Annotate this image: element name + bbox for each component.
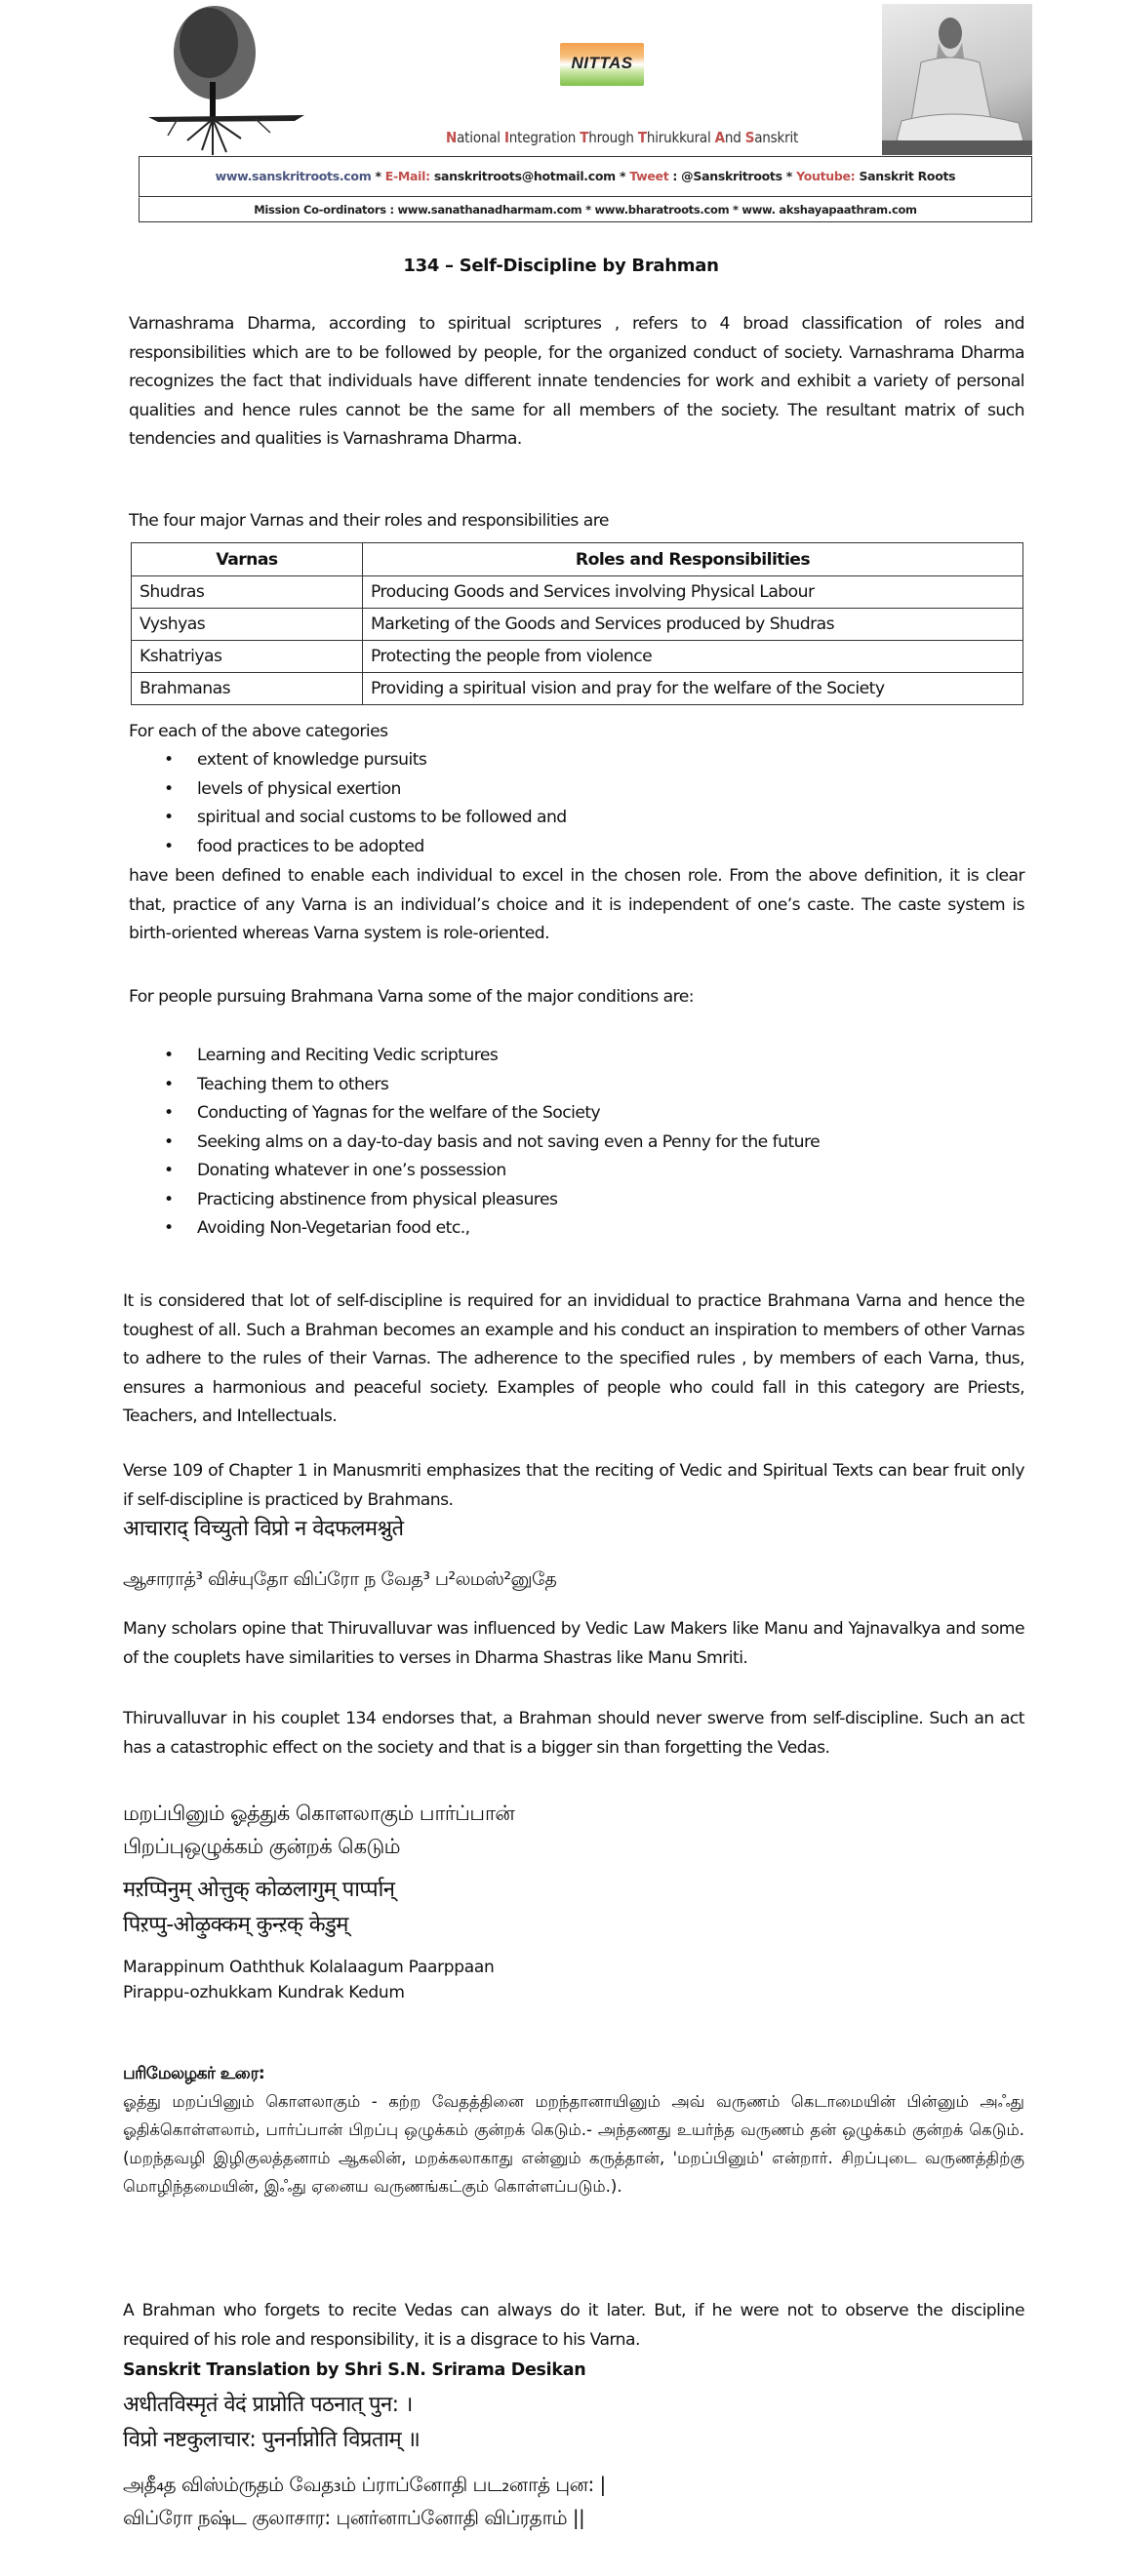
- list-item: • Teaching them to others: [129, 1071, 820, 1100]
- mission-coordinators-bar: Mission Co-ordinators : www.sanathanadharmam.com * www.bharatroots.com * www. akshayapaathram.com: [139, 198, 1032, 222]
- list-item: • spiritual and social customs to be followed and: [129, 804, 567, 833]
- table-row: [132, 609, 1023, 641]
- translation-tamil-line: அதீ₄த விஸ்ம்ருதம் வேத₃ம் ப்ராப்னோதி பட₂னாத் புன: |: [123, 2473, 606, 2496]
- role-cell: Providing a spiritual vision and pray for the welfare of the Society: [363, 673, 1023, 705]
- contact-bar: www.sanskritroots.com * E-Mail: sanskritroots@hotmail.com * Tweet : @Sanskritroots * Youtube: Sanskrit Roots: [139, 156, 1032, 199]
- role-cell: Producing Goods and Services involving Physical Labour: [363, 576, 1023, 609]
- varna-cell: Kshatriyas: [132, 641, 363, 673]
- kural-devanagari: [123, 1873, 1019, 1943]
- translation-sanskrit-line: विप्रो नष्टकुलाचार: पुनर्नाप्नोति विप्रताम् ॥: [123, 2428, 421, 2452]
- varna-cell: Vyshyas: [132, 609, 363, 641]
- couplet-paragraph: Thiruvalluvar in his couplet 134 endorses that, a Brahman should never swerve from self-discipline. Such an act has a catastrophic effect on the society and that is a bigger sin than forgetting the Vedas.: [123, 1709, 1024, 1758]
- table-row: [132, 576, 1023, 609]
- column-header-roles: Roles and Responsibilities: [363, 543, 1023, 576]
- translation-tamil: [123, 2468, 1019, 2534]
- intro-paragraph: Varnashrama Dharma, according to spiritual scriptures , refers to 4 broad classification of roles and responsibilities which are to be followed by people, for the organized conduct of society. Varnashrama Dharma recognizes the fact that individuals have different innate tendencies for work and exhibit a variety of personal qualities and hence rules cannot be the same for all members of the society. The resultant matrix of such tendencies and qualities is Varnashrama Dharma.: [129, 314, 1024, 449]
- tagline-initial: N: [446, 129, 458, 146]
- email-link[interactable]: sanskritroots@hotmail.com: [429, 169, 616, 183]
- list-item: • extent of knowledge pursuits: [129, 746, 567, 775]
- table-header-row: [132, 543, 1023, 576]
- column-header-varnas: Varnas: [132, 543, 363, 576]
- translation-heading: Sanskrit Translation by Shri S.N. Srirama Desikan: [123, 2360, 586, 2380]
- table-row: [132, 641, 1023, 673]
- commentary-heading: பரிமேலழகர் உரை:: [123, 2064, 265, 2083]
- tagline-initial: I: [503, 129, 509, 146]
- table-intro: The four major Varnas and their roles and responsibilities are: [129, 511, 609, 531]
- nittas-logo-text: NITTAS: [571, 54, 633, 72]
- tagline-initial: A: [714, 129, 725, 146]
- categories-after-paragraph: have been defined to enable each individual to excel in the chosen role. From the above definition, it is clear that, practice of any Varna is an individual’s choice and it is independent of one’s caste. The caste system is birth-oriented whereas Varna system is role-oriented.: [129, 866, 1024, 943]
- translation-tamil-line: விப்ரோ நஷ்ட குலாசார: புனர்னாப்னோதி விப்ரதாம் ||: [123, 2506, 585, 2529]
- translation-sanskrit-line: अधीतविस्मृतं वेदं प्राप्नोति पठनात् पुन: ।: [123, 2393, 413, 2417]
- kural-tamil-line: மறப்பினும் ஓத்துக் கொளலாகும் பார்ப்பான்: [123, 1802, 515, 1825]
- tagline-initial: T: [580, 129, 589, 146]
- self-discipline-paragraph: It is considered that lot of self-discipline is required for an invididual to practice Brahmana Varna and hence the toughest of all. Such a Brahman becomes an example and his conduct an inspiration to members of other Varnas to adhere to the rules of their Varnas. The adherence to the specified rules , by members of each Varna, thus, ensures a harmonious and peaceful society. Examples of people who could fall in this category are Priests, Teachers, and Intellectuals.: [123, 1291, 1024, 1426]
- brahmana-conditions-list: [129, 1042, 820, 1244]
- scholars-paragraph: Many scholars opine that Thiruvalluvar was influenced by Vedic Law Makers like Manu and Yajnavalkya and some of the couplets have similarities to verses in Dharma Shastras like Manu Smriti.: [123, 1619, 1024, 1668]
- tagline-initial: T: [637, 129, 647, 146]
- tagline-initial: S: [744, 129, 755, 146]
- conclusion-paragraph: A Brahman who forgets to recite Vedas can always do it later. But, if he were not to observe the discipline required of his role and responsibility, it is a disgrace to his Varna.: [123, 2301, 1024, 2350]
- kural-devanagari-line: पिऱप्पु-ओऴुक्कम् कुन्ऱक् केडुम्: [123, 1913, 348, 1937]
- youtube-label: Youtube:: [796, 169, 856, 183]
- tweet-label: Tweet: [629, 169, 669, 183]
- role-cell: Marketing of the Goods and Services produced by Shudras: [363, 609, 1023, 641]
- list-item: • Donating whatever in one’s possession: [129, 1157, 820, 1186]
- varnas-table: [131, 542, 1023, 705]
- youtube-channel[interactable]: Sanskrit Roots: [855, 169, 956, 183]
- kural-tamil: [123, 1797, 1019, 1863]
- table-row: [132, 673, 1023, 705]
- list-item: • food practices to be adopted: [129, 833, 567, 862]
- tagline-word: anskrit: [754, 129, 799, 146]
- nittas-logo: [560, 43, 644, 86]
- categories-intro: For each of the above categories: [129, 722, 388, 741]
- list-item: • Learning and Reciting Vedic scriptures: [129, 1042, 820, 1071]
- website-link[interactable]: www.sanskritroots.com: [215, 169, 372, 183]
- list-item: • Seeking alms on a day-to-day basis and not saving even a Penny for the future: [129, 1129, 820, 1158]
- tagline-word: ntegration: [508, 129, 581, 146]
- kural-transliteration-line: Pirappu-ozhukkam Kundrak Kedum: [123, 1983, 405, 2002]
- tagline: [446, 129, 798, 146]
- tagline-word: hirukkural: [646, 129, 715, 146]
- tagline-word: ational: [457, 129, 504, 146]
- list-item: • levels of physical exertion: [129, 775, 567, 805]
- tree-roots-logo-icon: [148, 4, 304, 155]
- sage-figure-icon: [882, 4, 1032, 155]
- list-item: • Practicing abstinence from physical pleasures: [129, 1186, 820, 1215]
- manusmriti-paragraph: Verse 109 of Chapter 1 in Manusmriti emphasizes that the reciting of Vedic and Spiritual Texts can bear fruit only if self-discipline is practiced by Brahmans.: [123, 1461, 1024, 1510]
- kural-tamil-line: பிறப்புஒழுக்கம் குன்றக் கெடும்: [123, 1835, 400, 1858]
- kural-transliteration-line: Marappinum Oaththuk Kolalaagum Paarppaan: [123, 1958, 495, 1977]
- kural-transliteration: [123, 1955, 1019, 2005]
- thiruvalluvar-portrait: [882, 4, 1032, 155]
- tagline-word: nd: [724, 129, 745, 146]
- varna-cell: Shudras: [132, 576, 363, 609]
- manusmriti-sanskrit-verse: आचाराद् विच्युतो विप्रो न वेदफलमश्नुते: [123, 1517, 404, 1541]
- header-banner: [139, 4, 1032, 222]
- brahmana-intro: For people pursuing Brahmana Varna some of the major conditions are:: [129, 987, 694, 1007]
- role-cell: Protecting the people from violence: [363, 641, 1023, 673]
- page-title: 134 – Self-Discipline by Brahman: [403, 256, 719, 276]
- tagline-word: hrough: [588, 129, 638, 146]
- email-label: E-Mail:: [384, 169, 430, 183]
- twitter-handle[interactable]: : @Sanskritroots: [668, 169, 782, 183]
- varna-cell: Brahmanas: [132, 673, 363, 705]
- translation-sanskrit: [123, 2388, 1019, 2458]
- kural-devanagari-line: मऱप्पिनुम् ओत्तुक् कोळलागुम् पार्प्पान्: [123, 1878, 395, 1902]
- list-item: • Conducting of Yagnas for the welfare of the Society: [129, 1099, 820, 1129]
- commentary-text: ஓத்து மறப்பினும் கொளலாகும் - கற்ற வேதத்தினை மறந்தானாயினும் அவ் வருணம் கெடாமையின் பின்னும் அஃது ஓதிக்கொள்ளலாம், பார்ப்பான் பிறப்பு ஒழுக்கம் குன்றக் கெடும்.- அந்தணது உயர்ந்த வருணம் தன் ஒழுக்கம் குன்றக் கெடும். (மறந்தவழி இழிகுலத்தனாம் ஆகலின், மறக்கலாகாது என்னும் கருத்தான், 'மறப்பினும்' என்றார். சிறப்புடை வருணத்திற்கு மொழிந்தமையின், இஃது ஏனைய வருணங்கட்கும் கொள்ளப்படும்.).: [123, 2092, 1024, 2196]
- list-item: • Avoiding Non-Vegetarian food etc.,: [129, 1214, 820, 1244]
- categories-list: [129, 746, 567, 861]
- manusmriti-tamil-verse: ஆசாராத்³ விச்யுதோ விப்ரோ ந வேத³ ப²லமஸ்²னுதே: [123, 1568, 557, 1590]
